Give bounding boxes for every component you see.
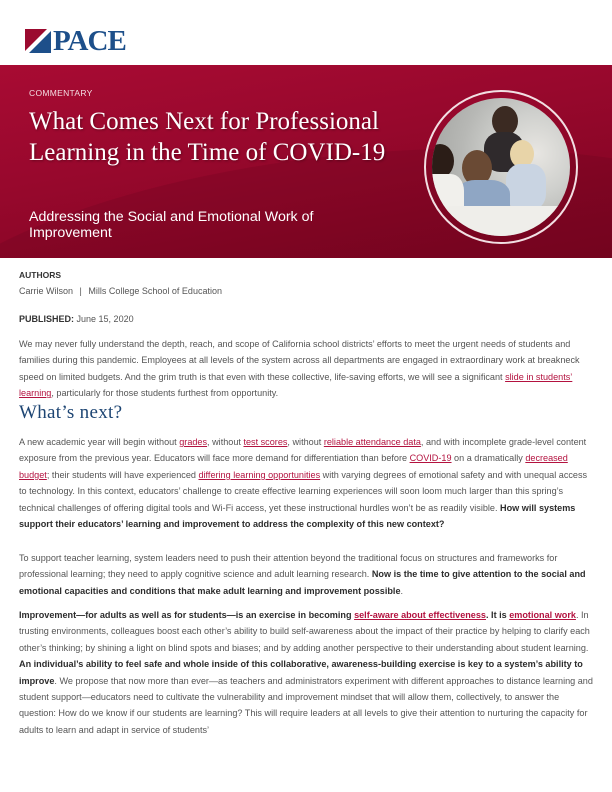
article-title: What Comes Next for Professional Learning in the Time of COVID-19: [29, 108, 386, 166]
link-emotional-work[interactable]: emotional work: [509, 610, 576, 620]
bold-statement: Improvement—for adults as well as for students—is an exercise in becoming: [19, 610, 355, 620]
published-line: [19, 314, 134, 324]
paragraph-teacher-learning: [19, 550, 593, 599]
published-label: PUBLISHED:: [19, 314, 75, 324]
published-date: June 15, 2020: [76, 314, 134, 324]
text: A new academic year will begin without: [19, 437, 180, 447]
text: ; their students will have experienced: [46, 469, 199, 480]
article-banner: [0, 65, 612, 258]
paragraph-whats-next: [19, 434, 593, 532]
text: on a dramatically: [451, 453, 526, 464]
bold-statement: . It is: [485, 610, 510, 620]
pace-logo[interactable]: [25, 25, 126, 57]
text: .: [400, 585, 404, 596]
text: , and with incomplete grade-level content exposure from the previous year. Educators will face more demand for differentiation than before: [19, 437, 587, 464]
banner-photo: [432, 98, 570, 236]
author-name: Carrie Wilson: [19, 286, 74, 296]
article-kicker: COMMENTARY: [29, 88, 93, 98]
paragraph-improvement: [19, 607, 593, 738]
author-line: [19, 286, 222, 296]
link-decreased-budget[interactable]: decreased budget: [19, 453, 568, 480]
logo-wordmark: PACE: [53, 25, 126, 57]
link-test-scores[interactable]: test scores: [243, 437, 288, 447]
author-separator: |: [79, 286, 82, 296]
link-self-aware-about-effectiveness[interactable]: self-aware about effectiveness: [354, 610, 486, 620]
text: We may never fully understand the depth, reach, and scope of California school districts’ efforts to meet the urgent needs of students and families during this pandemic. Employees at all levels of the system across all departments are engaged in extraordinary work at breakneck speed on limited budgets. And the grim truth is that even with these collective, life-saving efforts, we will see a significant: [19, 339, 580, 382]
author-affiliation: Mills College School of Education: [88, 286, 222, 296]
bold-statement: An individual’s ability to feel safe and whole inside of this collaborative, awareness-building exercise is key to a system’s ability to improve: [19, 659, 583, 686]
link-differing-learning-opportunities[interactable]: differing learning opportunities: [198, 469, 321, 480]
link-slide-in-students-learning[interactable]: slide in students’ learning: [19, 371, 573, 399]
text: , particularly for those students furthest from opportunity.: [51, 388, 279, 399]
link-covid-19[interactable]: COVID-19: [409, 453, 452, 464]
link-reliable-attendance-data[interactable]: reliable attendance data: [323, 437, 421, 447]
bold-question: How will systems support their educators’ learning and improvement to address the complexity of this new context?: [19, 502, 576, 530]
text: , without: [207, 437, 244, 447]
paragraph-intro: [19, 336, 593, 402]
bold-statement: Now is the time to give attention to the social and emotional capacities and conditions that make adult learning and improvement possible: [19, 569, 586, 596]
pace-logo-mark-icon: [25, 29, 51, 53]
text: . We propose that now more than ever—as teachers and administrators experiment with different approaches to distance learning and student support—educators need to cultivate the vulnerability and improvement mindset that will allow them, collectively, to answer the question: How do we know if our students are learning? This will require leaders at all levels to give their attention to nurturing the capacity for adults to learn and adapt in service of students’: [19, 675, 593, 735]
text: , without: [287, 437, 324, 447]
section-heading-whats-next: What’s next?: [19, 402, 123, 423]
text: To support teacher learning, system leaders need to push their attention beyond the traditional focus on structures and frameworks for professional learning; they need to apply cognitive science and adult learning research.: [19, 553, 558, 580]
article-subtitle: Addressing the Social and Emotional Work of Improvement: [29, 209, 314, 241]
authors-label: AUTHORS: [19, 270, 62, 280]
text: with varying degrees of emotional safety and with unequal access to technology. In this context, educators’ challenge to create effective learning experiences will soon loom much larger than this spring’s technical challenges of offering digital tools and Wi-Fi access, yet these instructional hurdles won’t be as readily visible.: [19, 469, 588, 513]
text: . In trusting environments, colleagues boost each other’s ability to build self-awareness about the impact of their practice by helping to clarify each other’s thinking; by shining a light on blind spots and biases; and by adding another perspective to their understanding about student learning.: [19, 610, 590, 653]
link-grades[interactable]: grades: [179, 437, 208, 447]
